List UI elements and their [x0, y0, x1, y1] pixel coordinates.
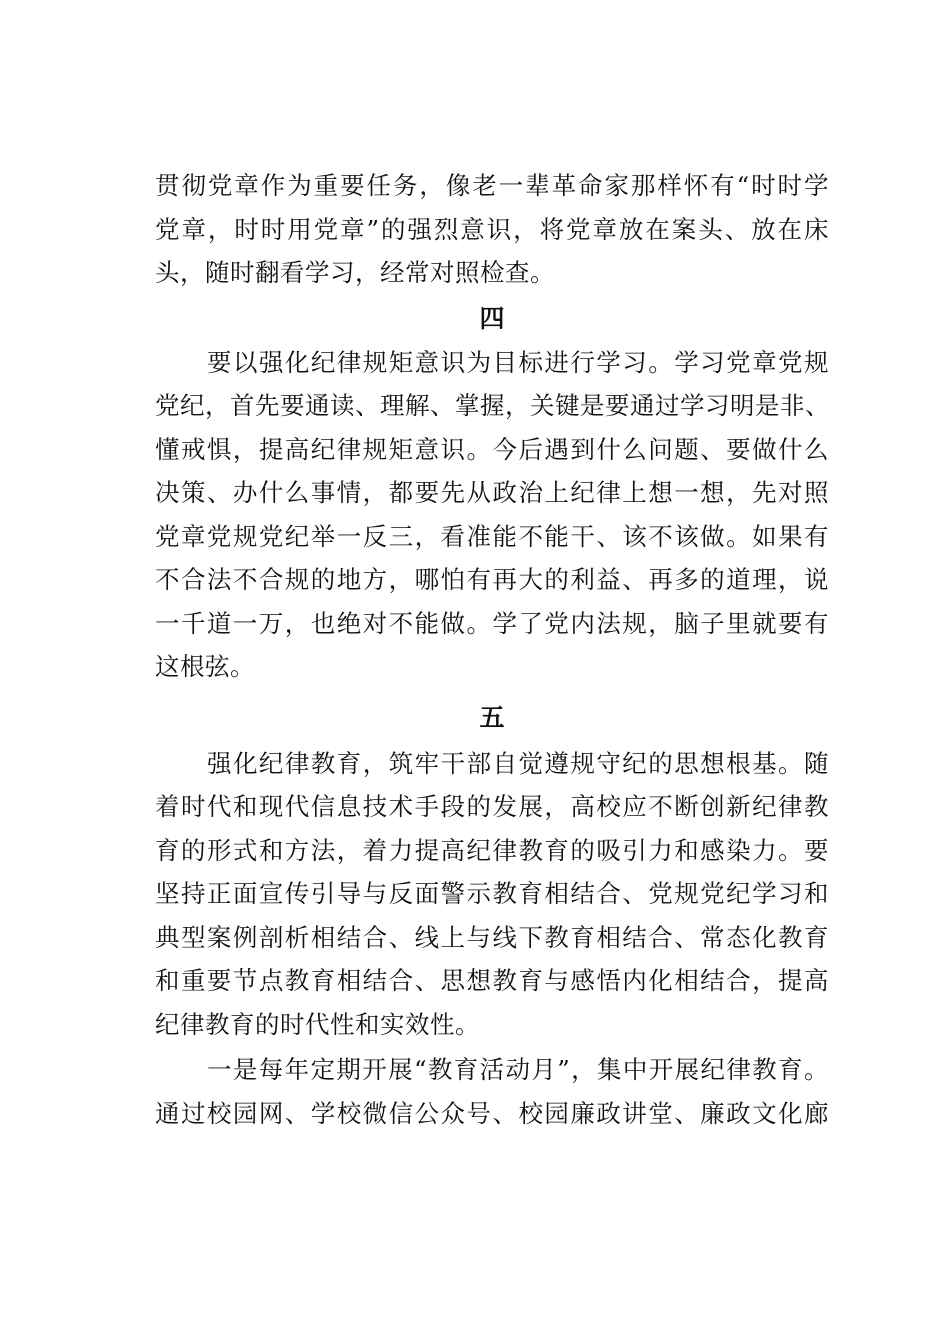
text-line: 通过校园网、学校微信公众号、校园廉政讲堂、廉政文化廊 — [155, 1098, 829, 1128]
text-line: 党纪，首先要通读、理解、掌握，关键是要通过学习明是非、 — [155, 391, 830, 420]
text-line: 典型案例剖析相结合、线上与线下教育相结合、常态化教育 — [155, 922, 829, 952]
paragraph-continued — [155, 164, 829, 295]
text-line: 懂戒惧，提高纪律规矩意识。今后遇到什么问题、要做什么 — [155, 434, 829, 464]
text-line: 党章，时时用党章”的强烈意识，将党章放在案头、放在床 — [155, 214, 829, 244]
text-line: 这根弦。 — [155, 652, 255, 681]
text-line: 和重要节点教育相结合、思想教育与感悟内化相结合，提高 — [155, 966, 829, 995]
paragraph-discipline-study — [155, 341, 829, 689]
text-line: 着时代和现代信息技术手段的发展，高校应不断创新纪律教 — [155, 792, 829, 821]
section-heading-4: 四 — [479, 303, 505, 333]
text-line: 坚持正面宣传引导与反面警示教育相结合、党规党纪学习和 — [155, 879, 829, 908]
text-line: 决策、办什么事情，都要先从政治上纪律上想一想，先对照 — [155, 478, 829, 507]
section-heading-5: 五 — [479, 702, 505, 732]
text-line: 一是每年定期开展“教育活动月”，集中开展纪律教育。 — [207, 1055, 829, 1084]
document-page — [155, 164, 829, 1135]
text-line: 不合法不合规的地方，哪怕有再大的利益、再多的道理，说 — [155, 565, 829, 594]
text-line: 贯彻党章作为重要任务，像老一辈革命家那样怀有“时时学 — [155, 171, 829, 200]
text-line: 要以强化纪律规矩意识为目标进行学习。学习党章党规 — [207, 347, 829, 377]
text-line: 党章党规党纪举一反三，看准能不能干、该不该做。如果有 — [155, 521, 829, 551]
paragraph-discipline-education — [155, 742, 829, 1047]
paragraph-education-month — [155, 1048, 829, 1135]
text-line: 育的形式和方法，着力提高纪律教育的吸引力和感染力。要 — [155, 835, 829, 865]
text-line: 头，随时翻看学习，经常对照检查。 — [155, 258, 555, 287]
text-line: 纪律教育的时代性和实效性。 — [155, 1009, 480, 1039]
text-line: 一千道一万，也绝对不能做。学了党内法规，脑子里就要有 — [155, 608, 829, 638]
text-line: 强化纪律教育，筑牢干部自觉遵规守纪的思想根基。随 — [207, 748, 829, 778]
